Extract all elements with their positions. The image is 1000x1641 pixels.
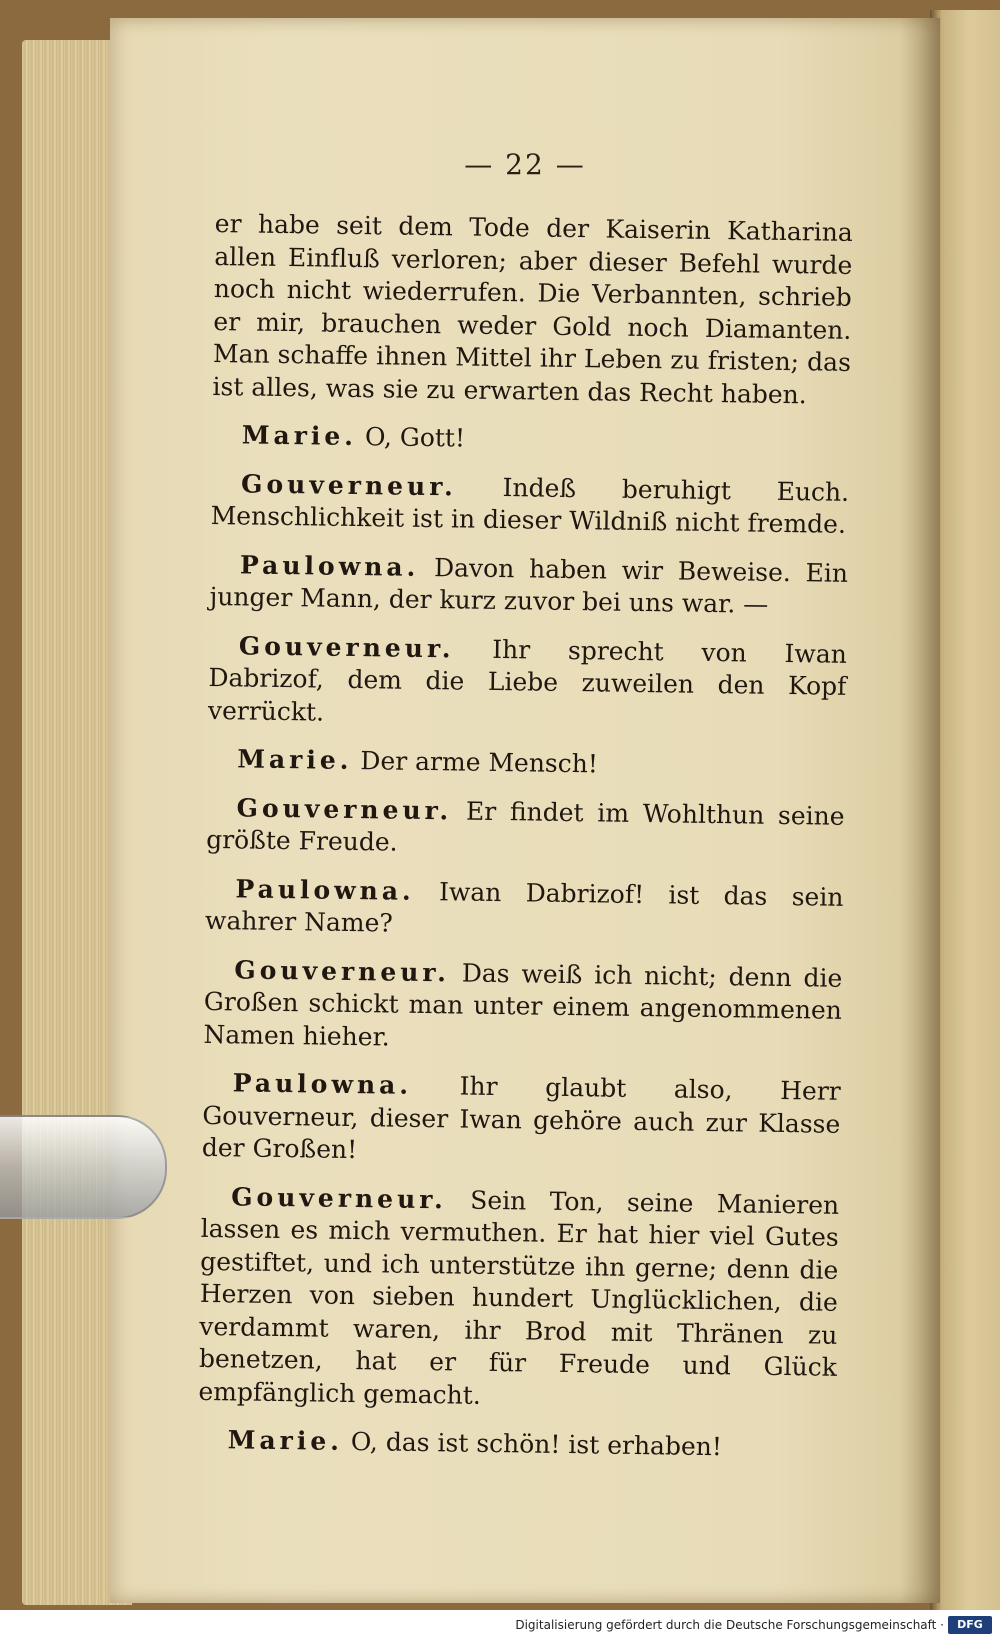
paragraph	[212, 208, 853, 412]
book-page	[110, 18, 940, 1603]
paragraph-text: Indeß beruhigt Euch. Menschlichkeit ist in dieser Wildniß nicht fremde.	[210, 472, 850, 539]
paragraph	[198, 1180, 839, 1416]
paragraph-text: Davon haben wir Beweise. Ein junger Mann, der kurz zuvor bei uns war. —	[209, 552, 849, 619]
page-number: — 22 —	[464, 148, 586, 181]
speaker-name: Gouverneur.	[238, 630, 455, 663]
speaker-name: Gouverneur.	[231, 1181, 448, 1214]
speaker-name: Gouverneur.	[234, 954, 451, 987]
paragraph	[202, 1067, 841, 1173]
paragraph	[203, 953, 842, 1059]
paragraph-text: Ihr glaubt also, Herr Gouverneur, dieser Iwan gehöre auch zur Klasse der Großen!	[201, 1071, 841, 1165]
speaker-name: Marie.	[237, 744, 353, 775]
dfg-logo: DFG	[948, 1616, 992, 1634]
paragraph	[210, 467, 849, 541]
speaker-name: Paulowna.	[232, 1068, 413, 1100]
paragraph	[208, 629, 847, 735]
paragraph-text: Der arme Mensch!	[360, 746, 599, 779]
speaker-name: Marie.	[227, 1425, 344, 1456]
speaker-name: Gouverneur.	[236, 792, 453, 825]
paragraph	[212, 419, 850, 460]
paragraph-text: O, das ist schön! ist erhaben!	[350, 1427, 723, 1462]
footer-credit: Digitalisierung gefördert durch die Deutsche Forschungsgemeinschaft ·	[515, 1618, 944, 1632]
paragraph	[198, 1424, 836, 1465]
facing-page-edge	[930, 10, 1000, 1610]
speaker-name: Gouverneur.	[240, 468, 457, 501]
paragraph-text: Sein Ton, seine Manieren lassen es mich vermuthen. Er hat hier viel Gutes gestiftet, und ich unterstütze ihn gerne; denn die Herzen von sieben hundert Unglücklichen, die verdammt waren, ihr Brod mit Thränen zu benetzen, hat er für Freude und Glück empfänglich gemacht.	[198, 1185, 840, 1410]
page-clip	[0, 1115, 167, 1219]
paragraph	[209, 548, 848, 622]
paragraph-text: Ihr sprecht von Iwan Dabrizof, dem die Liebe zuweilen den Kopf verrückt.	[207, 634, 848, 727]
paragraph-text: er habe seit dem Tode der Kaiserin Katharina allen Einfluß verloren; aber dieser Befehl wurde noch nicht wiederrufen. Die Verbannten, schrieb er mir, brauchen weder Gold noch Diamanten. Man schaffe ihnen Mittel ihr Leben zu fristen; das ist alles, was sie zu erwarten das Recht haben.	[212, 208, 853, 409]
page-text	[197, 208, 853, 1481]
paragraph-text: Iwan Dabrizof! ist das sein wahrer Name?	[204, 876, 844, 938]
paragraph	[205, 872, 844, 946]
gutter-shadow	[900, 18, 940, 1603]
paragraph-text: Er findet im Wohlthun seine größte Freude.	[205, 796, 845, 857]
speaker-name: Paulowna.	[235, 873, 415, 906]
speaker-name: Paulowna.	[239, 549, 420, 582]
paragraph-text: Das weiß ich nicht; denn die Großen schickt man unter einem angenommenen Namen hieher.	[203, 958, 843, 1052]
paragraph-text: O, Gott!	[364, 422, 466, 453]
paragraph	[207, 743, 845, 784]
speaker-name: Marie.	[241, 420, 358, 452]
paragraph	[206, 791, 845, 865]
footer-bar	[0, 1612, 1000, 1641]
